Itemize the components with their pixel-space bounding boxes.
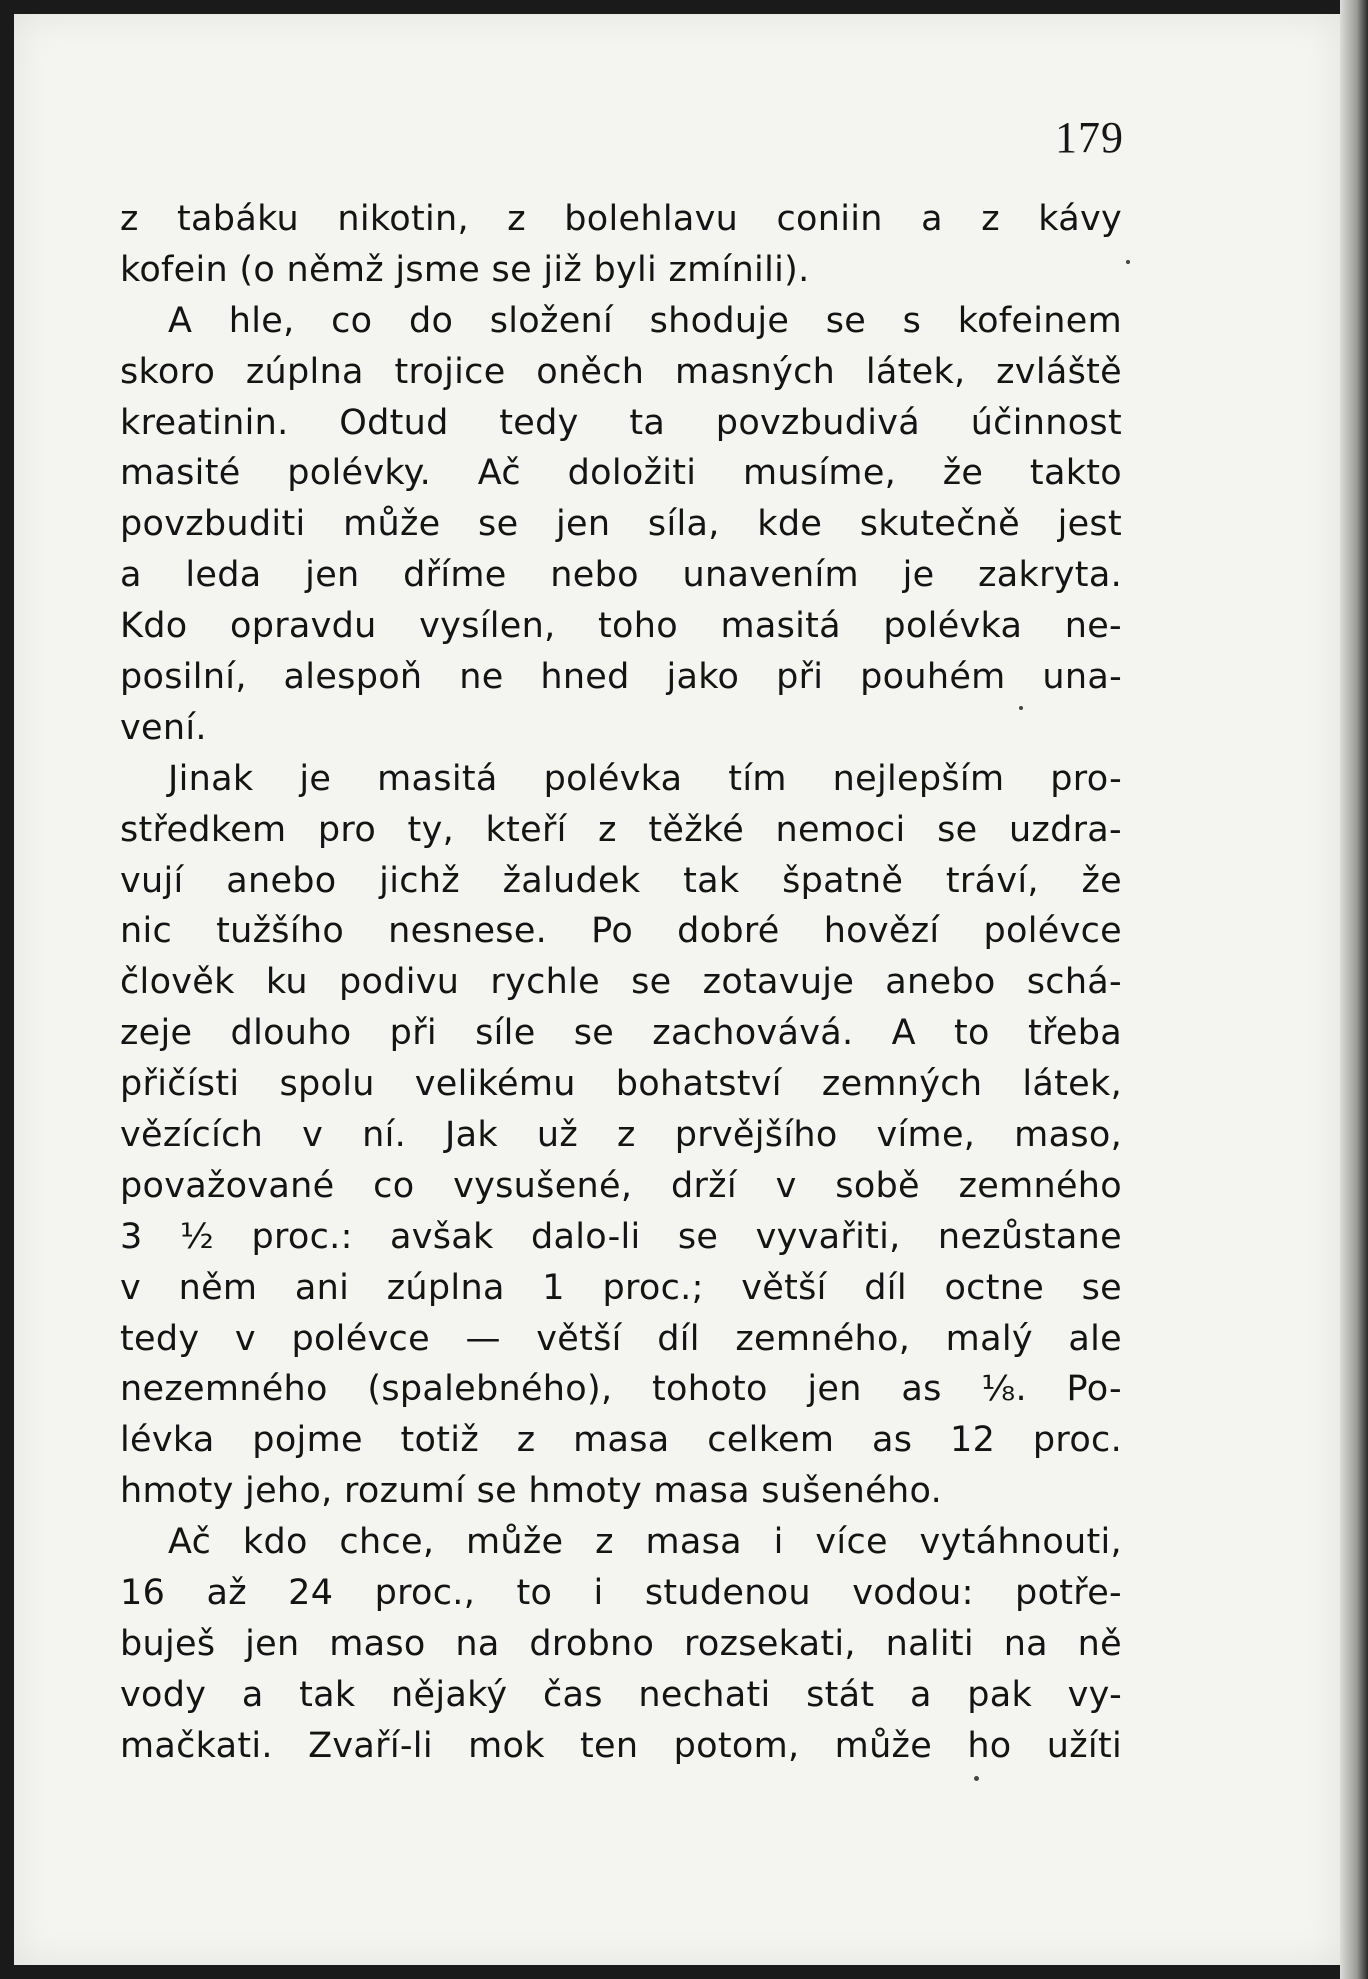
text-line: lévka pojme totiž z masa celkem as 12 proc. [120, 1420, 1122, 1461]
text-line: 16 až 24 proc., to i studenou vodou: potře- [120, 1573, 1122, 1614]
text-line: nic tužšího nesnese. Po dobré hovězí polévce [120, 911, 1122, 952]
text-line: buješ jen maso na drobno rozsekati, naliti na ně [120, 1623, 1122, 1664]
text-line: skoro zúplna trojice oněch masných látek, zvláště [120, 351, 1122, 392]
text-line: Kdo opravdu vysílen, toho masitá polévka ne- [120, 606, 1122, 647]
text-line: v něm ani zúplna 1 proc.; větší díl octne se [120, 1267, 1122, 1308]
text-line: vězících v ní. Jak už z prvějšího víme, maso, [120, 1115, 1122, 1156]
text-line: vení. [120, 707, 207, 748]
text-line: vují anebo jichž žaludek tak špatně tráví, že [120, 860, 1122, 901]
text-line: kofein (o němž jsme se již byli zmínili). [120, 249, 810, 290]
text-line: kreatinin. Odtud tedy ta povzbudivá účinnost [120, 402, 1122, 443]
speck [1126, 260, 1130, 264]
body-text [120, 194, 1122, 1772]
page-edge-shadow [1340, 0, 1368, 1979]
text-line: mačkati. Zvaří-li mok ten potom, může ho užíti [120, 1725, 1122, 1766]
book-page [14, 14, 1340, 1965]
text-line: Ač kdo chce, může z masa i více vytáhnouti, [168, 1522, 1122, 1563]
text-line: z tabáku nikotin, z bolehlavu coniin a z kávy [120, 199, 1122, 239]
text-line: nezemného (spalebného), tohoto jen as ⅛. Po- [120, 1369, 1122, 1410]
text-line: Jinak je masitá polévka tím nejlepším pro- [168, 758, 1122, 799]
text-line: povzbuditi může se jen síla, kde skutečně jest [120, 504, 1122, 545]
speck [974, 1776, 979, 1781]
text-line: středkem pro ty, kteří z těžké nemoci se uzdra- [120, 809, 1122, 850]
text-line: považované co vysušené, drží v sobě zemného [120, 1165, 1122, 1206]
speck [1019, 706, 1023, 710]
text-line: tedy v polévce — větší díl zemného, malý ale [120, 1318, 1122, 1359]
page-number: 179 [1055, 113, 1124, 162]
text-line: posilní, alespoň ne hned jako při pouhém una- [120, 657, 1122, 698]
text-line: A hle, co do složení shoduje se s kofeinem [168, 300, 1122, 341]
text-line: člověk ku podivu rychle se zotavuje anebo schá- [120, 962, 1122, 1003]
text-line: hmoty jeho, rozumí se hmoty masa sušeného. [120, 1471, 942, 1512]
text-line: a leda jen dříme nebo unavením je zakryta. [120, 555, 1122, 596]
text-line: 3 ½ proc.: avšak dalo-li se vyvařiti, nezůstane [120, 1216, 1122, 1257]
text-line: zeje dlouho při síle se zachovává. A to třeba [120, 1013, 1122, 1054]
text-line: masité polévky. Ač doložiti musíme, že takto [120, 453, 1122, 494]
text-line: vody a tak nějaký čas nechati stát a pak vy- [120, 1674, 1122, 1715]
text-line: přičísti spolu velikému bohatství zemných látek, [120, 1064, 1122, 1105]
